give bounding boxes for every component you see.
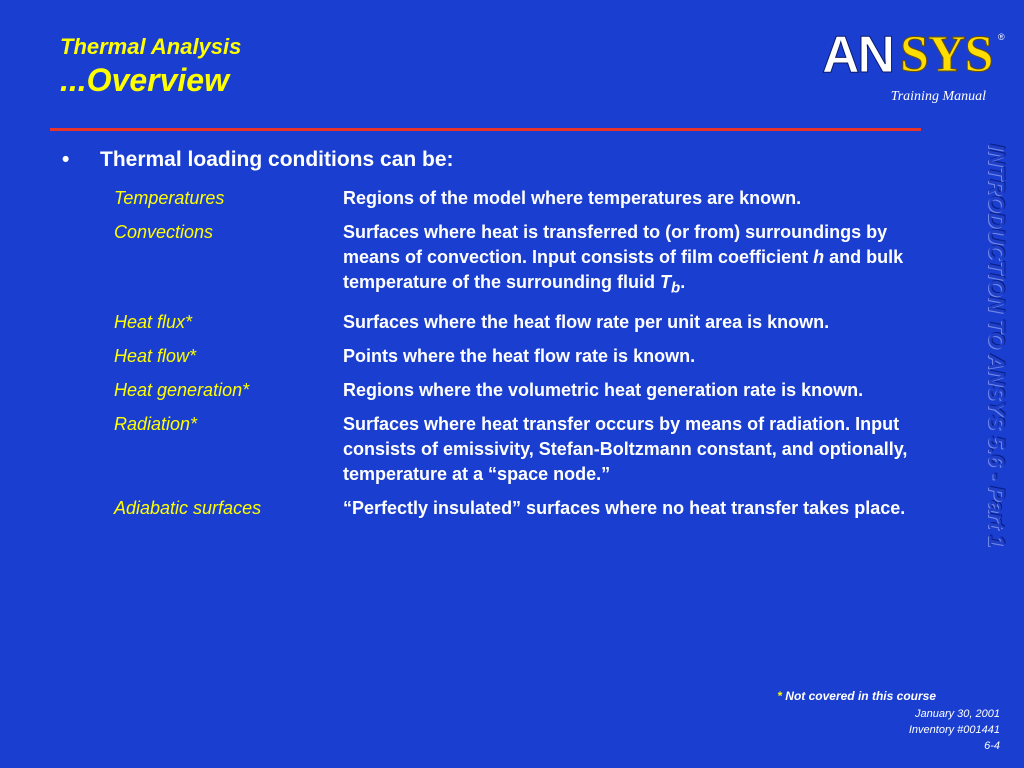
list-item-heat-generation bbox=[114, 378, 944, 403]
training-manual-label: Training Manual bbox=[890, 89, 986, 104]
footer-date: January 30, 2001 bbox=[914, 708, 1000, 720]
item-description: “Perfectly insulated” surfaces where no heat transfer takes place. bbox=[343, 497, 906, 518]
logo-an: AN bbox=[822, 26, 894, 84]
list-item-adiabatic-surfaces bbox=[114, 496, 944, 521]
footnote-text: Not covered in this course bbox=[781, 689, 936, 703]
item-description: Surfaces where heat transfer occurs by means of radiation. Input consists of emissivity, Stefan-Boltzmann constant, and optionally, temperature at a “space node.” bbox=[343, 413, 908, 484]
footer-inventory: Inventory #001441 bbox=[908, 724, 1000, 736]
list-item-temperatures bbox=[114, 186, 944, 211]
slide-footer bbox=[820, 706, 1000, 754]
item-label: Convections bbox=[114, 222, 214, 242]
item-label: Heat generation* bbox=[114, 379, 250, 400]
logo-sys: SYS bbox=[900, 26, 993, 83]
footnote bbox=[700, 689, 936, 703]
item-label: Temperatures bbox=[114, 188, 225, 208]
logo-registered-mark: ® bbox=[998, 32, 1005, 42]
side-banner: INTRODUCTION TO ANSYS 5.6 - Part 1 bbox=[984, 144, 1009, 548]
title-divider bbox=[50, 128, 921, 131]
footer-page-number: 6-4 bbox=[984, 740, 1000, 752]
item-label: Heat flux* bbox=[114, 311, 193, 332]
footnote-star: * bbox=[777, 689, 782, 703]
desc-part: . bbox=[680, 272, 686, 292]
ansys-logo bbox=[822, 26, 1008, 84]
desc-part: Surfaces where heat is transferred to (or from) surroundings by means of convection. Input consists of film coefficient bbox=[343, 222, 888, 267]
list-item-heat-flow bbox=[114, 344, 944, 369]
item-label: Adiabatic surfaces bbox=[114, 497, 262, 518]
item-label: Heat flow* bbox=[114, 345, 197, 366]
bullet-heading-text: Thermal loading conditions can be: bbox=[100, 148, 454, 171]
desc-part: and bulk temperature of the surrounding fluid bbox=[343, 247, 904, 292]
slide-title bbox=[60, 34, 241, 100]
item-description bbox=[343, 220, 943, 301]
item-description: Regions of the model where temperatures are known. bbox=[343, 188, 802, 208]
title-line-2: ...Overview bbox=[60, 62, 229, 98]
title-line-1: Thermal Analysis bbox=[60, 34, 242, 59]
list-item-radiation bbox=[114, 412, 944, 487]
desc-b-subscript: b bbox=[671, 279, 681, 297]
item-label: Radiation* bbox=[114, 413, 198, 434]
item-description: Regions where the volumetric heat generation rate is known. bbox=[343, 379, 864, 400]
list-item-convections bbox=[114, 220, 944, 301]
loading-conditions-list bbox=[114, 186, 944, 530]
item-description: Surfaces where the heat flow rate per unit area is known. bbox=[343, 311, 830, 332]
bullet-icon: • bbox=[62, 148, 70, 171]
list-item-heat-flux bbox=[114, 310, 944, 335]
desc-t-symbol: T bbox=[660, 272, 672, 292]
item-description: Points where the heat flow rate is known. bbox=[343, 345, 696, 366]
desc-h-symbol: h bbox=[813, 247, 825, 267]
